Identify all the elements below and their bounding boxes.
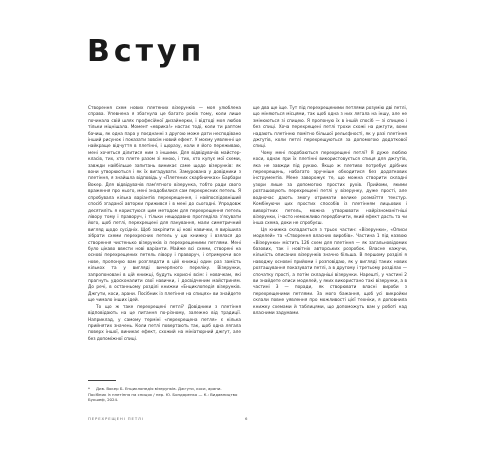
footnote-mark: * — [88, 386, 90, 391]
paragraph: Ця книжка складається з трьох частин: «Візерунки», «Описи моделей» та «Створення власних виробів». Частина 1 під назвою «Візерунки» містить 126 схем для плетіння — як загальновідомих базових, так і новітніх авторських розробок. Власне кажучи, кількість описаних візерунків значно більша. В першому розділі я наводжу основні прийоми і розповідаю, як у вигляді таких нових розташування показувати петлі, а в другому і третьому розділах — спочатку прості, а потім складніші візерунки. Нарешті, у частині 2 ви знайдете описи моделей, у яких використано такі візерунки, а в частині 3 — поради, як створювати власні вироби з перехрещеними петлями. За мого бажання, щоб усі викройки склали повне уявлення про можливості цієї техніки, я доповнила книжку схемами й таблицями, що допоможуть вам у роботі над власними задумами. — [253, 227, 407, 316]
page-title: Вступ — [87, 34, 206, 69]
running-head: ПЕРЕХРЕЩЕНІ ПЕТЛІ — [88, 416, 144, 421]
paragraph: То що ж таке перехрещені петлі? Довідники з плетіння відповідають на це питання по-різному, залежно від традиції. Наприклад, у самому терміні «перехрещена петля» є кілька прийнятих значень. Коли петлі повертають так, щоб одна лягала поверх іншої, виникає ефект, схожий на мініатюрний джгут, але без допоміжної спиці. — [88, 304, 241, 342]
paragraph: ще два ще іще. Тут під перехрещеними петлями розумію дві петлі, що міняються місцями, так щоб одна з них лягала на іншу, але не змінюються зі спицею. Я пропоную їх в іншій спосіб — зі спицею і без спиці. Хоча перехрещені петлі трохи схожі на джгути, вони надають плетінню помітно більшої рельєфності, як у разі плетіння джгутів, коли петлі перехрещуються за допомогою додаткової спиці. — [253, 106, 407, 150]
footnote-rule — [88, 380, 116, 381]
left-column — [88, 106, 241, 343]
footnote — [88, 386, 241, 403]
right-column — [253, 106, 407, 317]
paragraph: Чому мені подобаються перехрещені петлі? Я дуже люблю коси, однак при їх плетінні використовується спиця для джгутів, яка не завжди під рукою. Якщо ж плетиво потребує дрібних перехрещень, набагато зручніше обходитися без додаткових інструментів. Мене заворожує те, що можна створити складні узори лише за допомогою простих рухів. Прийоми, якими розташовують перехрещені петлі у візерунку, дуже прості, але водночас дають змогу отримати велике розмаїття текстур. Комбінуючи цих простих способів із плетінням лицьових і виворітних петель, можна утворювати найрізноманітніші візерунки, і часто неможливо передбачити, який ефект дасть та чи інша схема, доки не спробуєш. — [253, 150, 407, 227]
page-number: 6 — [245, 416, 248, 421]
footnote-text: Див. Вокер Б. Енциклопедія візерунків. Джгути, коси, арани. Посібник із плетіння на спицях / пер. Ю. Бондаренко — К.: Видавництво Букшеф, 2024. — [88, 386, 238, 403]
paragraph: Створення схем нових плетених візерунків — моя улюблена справа. Упевнена я збагнула це багато років тому, коли лише починала свій шлях професійної дизайнерки, і відтоді моя любов тільки міцнішала. Момент «еврика!» настає тоді, коли ти раптом бачиш, як одна пара у поєднанні з другою може дати несподівано інший рисунок і показати зовсім новий ефект. У моєму уявленні це найкраще відчуття в плетінні, і щоразу, коли я його переживаю, мені хочеться ділитися ним з іншими. Для відвідувачів майстер-класів, тих, хто плете разом зі мною, і тих, хто купує мої схеми, завжди найбільше запитань виникає саме щодо візерунків: як вони утворюються і як їх вигадувати. Замурована у довідники з плетіння, я знайшла відповідь у «Плетених скарбничках» Барбари Вокер. Для відвідувачів пам'ятного візерунка, тобто ради свого враження про нього, мені знадобилися сам перехресних петель. Я спробувала кілька варіантів перехрещення, і найпослідовніший спосіб згаданої авторки прижився і в мені до сьогодні. Упродовж десятиліть я користуюся цим методом для перехрещення петель лівору тому і праворуч, і тільки нещодавно прогледіла з'ясувати його, щоб петлі, перехрещені для панування, мали симетричний вигляд щодо сусідніх. Щоб закріпити ці нові навички, я вирішила зібрати схеми перехресних петель у цю книжку і взялася до створення чистенько візерунків із перехрещеними петлями. Мені було цікаво ввести нові варіанти. Майже всі схеми, створені на основі перехрещених петель лівору і праворуч, і отримуючи все нове, пропоную вам розглядати в цій книжці один раз замість кількох та у вигляді вичерпного переліку. Візерунки, запропоновані в цій книжці, будуть корисні всім: і новачкам, які прагнуть удосконалити свої навички, і досвідченим майстриням. До речі, в останньому розділі книжки «Енциклопедія візерунків. Джгути, коси, арани. Посібник із плетіння на спицях» ви знайдете ще чимало інших ідей. — [88, 106, 241, 304]
